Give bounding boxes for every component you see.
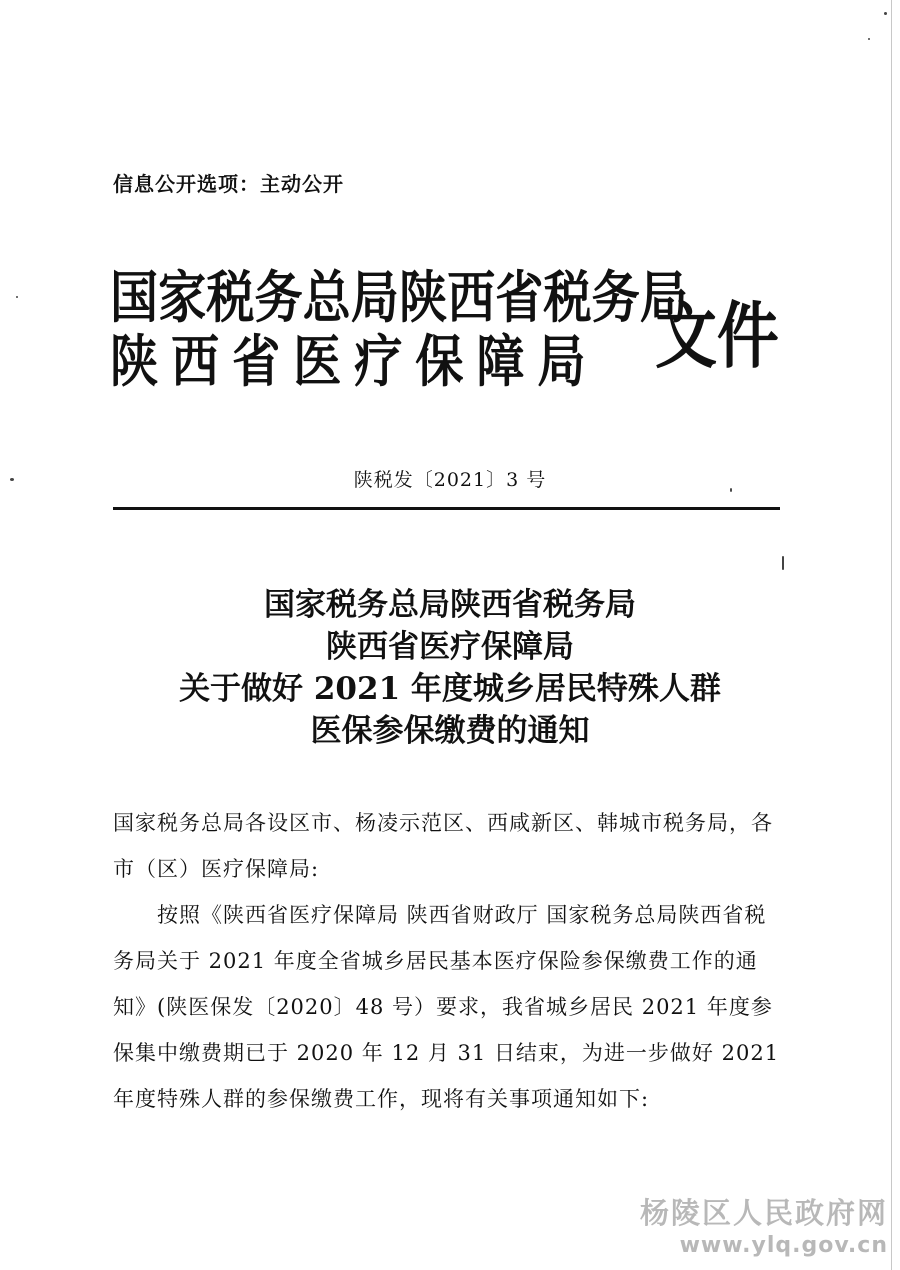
title-line: 陕西省医疗保障局 bbox=[326, 629, 574, 665]
title-line: 关于做好 2021 年度城乡居民特殊人群 bbox=[179, 671, 721, 707]
scan-speck bbox=[782, 556, 784, 570]
disclosure-option: 信息公开选项：主动公开 bbox=[113, 172, 344, 196]
header-rule bbox=[113, 507, 780, 510]
title-line: 国家税务总局陕西省税务局 bbox=[264, 587, 636, 623]
issuer-line-medical-bureau: 陕西省医疗保障局 bbox=[110, 329, 599, 395]
document-word: 文件 bbox=[655, 293, 779, 378]
scan-speck bbox=[884, 12, 887, 15]
scan-speck bbox=[16, 296, 18, 298]
site-watermark bbox=[640, 1196, 888, 1262]
addressee: 国家税务总局各设区市、杨凌示范区、西咸新区、韩城市税务局，各市（区）医疗保障局: bbox=[113, 811, 773, 881]
watermark-site-name: 杨陵区人民政府网 bbox=[639, 1196, 888, 1230]
notice-body bbox=[113, 800, 780, 1122]
scan-speck bbox=[868, 38, 870, 40]
notice-title bbox=[0, 584, 900, 752]
issuer-header bbox=[110, 265, 688, 395]
watermark-site-url: www.ylq.gov.cn bbox=[679, 1233, 888, 1258]
scan-speck bbox=[10, 478, 14, 481]
document-number: 陕税发〔2021〕3 号 bbox=[353, 469, 547, 491]
body-paragraph: 按照《陕西省医疗保障局 陕西省财政厅 国家税务总局陕西省税务局关于 2021 年度全省城乡居民基本医疗保险参保缴费工作的通知》(陕医保发〔2020〕48 号）要求，我省城乡居民 2021 年度参保集中缴费期已于 2020 年 12 月 31 日结束，为进一步做好 2021 年度特殊人群的参保缴费工作，现将有关事项通知如下: bbox=[113, 903, 780, 1111]
issuer-line-tax-bureau: 国家税务总局陕西省税务局 bbox=[110, 265, 688, 331]
title-line: 医保参保缴费的通知 bbox=[310, 713, 590, 749]
scan-speck bbox=[730, 488, 732, 492]
